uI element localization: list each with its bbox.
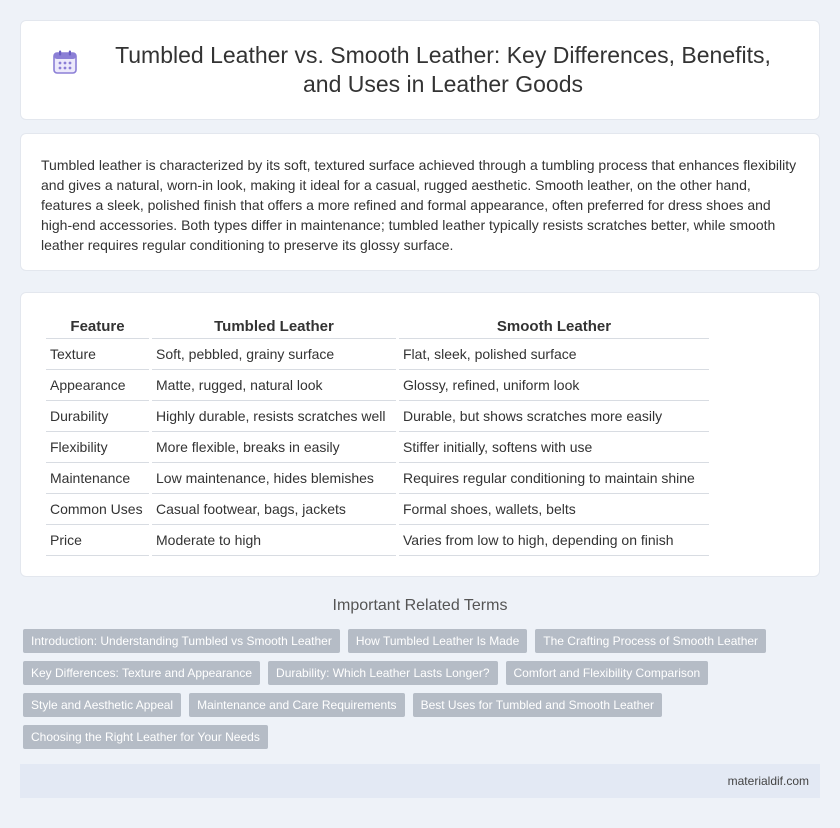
table-cell: Matte, rugged, natural look: [152, 370, 396, 401]
table-cell: Low maintenance, hides blemishes: [152, 463, 396, 494]
table-cell: Durability: [46, 401, 149, 432]
table-cell: Stiffer initially, softens with use: [399, 432, 709, 463]
footer: [20, 764, 820, 798]
table-cell: Texture: [46, 339, 149, 370]
related-term-tag[interactable]: Comfort and Flexibility Comparison: [506, 661, 709, 685]
related-term-tag[interactable]: Durability: Which Leather Lasts Longer?: [268, 661, 497, 685]
table-cell: Flat, sleek, polished surface: [399, 339, 709, 370]
comparison-table: [43, 314, 712, 556]
table-row: [46, 432, 709, 463]
table-cell: Flexibility: [46, 432, 149, 463]
column-header-smooth: Smooth Leather: [399, 314, 709, 339]
table-cell: Glossy, refined, uniform look: [399, 370, 709, 401]
intro-paragraph: Tumbled leather is characterized by its soft, textured surface achieved through a tumbling process that enhances flexibility and gives a natural, worn-in look, making it ideal for a casual, rugged aesthetic. Smooth leather, on the other hand, features a sleek, polished finish that offers a more refined and formal appearance, often preferred for dress shoes and high-end accessories. Both types differ in maintenance; tumbled leather typically resists scratches better, while smooth leather requires regular conditioning to preserve its glossy surface.: [41, 157, 797, 253]
table-row: [46, 370, 709, 401]
related-term-tag[interactable]: Maintenance and Care Requirements: [189, 693, 404, 717]
table-row: [46, 525, 709, 556]
related-term-tag[interactable]: Introduction: Understanding Tumbled vs Smooth Leather: [23, 629, 340, 653]
table-cell: Formal shoes, wallets, belts: [399, 494, 709, 525]
related-term-tag[interactable]: How Tumbled Leather Is Made: [348, 629, 527, 653]
related-term-tag[interactable]: The Crafting Process of Smooth Leather: [535, 629, 766, 653]
table-cell: More flexible, breaks in easily: [152, 432, 396, 463]
related-terms-tags: [23, 629, 783, 749]
page-title: Tumbled Leather vs. Smooth Leather: Key Differences, Benefits, and Uses in Leather Goods: [115, 42, 771, 97]
related-term-tag[interactable]: Key Differences: Texture and Appearance: [23, 661, 260, 685]
table-cell: Maintenance: [46, 463, 149, 494]
table-cell: Casual footwear, bags, jackets: [152, 494, 396, 525]
intro-card: [20, 133, 820, 271]
related-term-tag[interactable]: Best Uses for Tumbled and Smooth Leather: [413, 693, 662, 717]
related-term-tag[interactable]: Choosing the Right Leather for Your Needs: [23, 725, 268, 749]
related-term-tag[interactable]: Style and Aesthetic Appeal: [23, 693, 181, 717]
footer-site-link[interactable]: materialdif.com: [727, 774, 809, 788]
table-row: [46, 463, 709, 494]
title-wrap: [40, 41, 800, 99]
header-card: [20, 20, 820, 120]
calendar-icon: [52, 49, 78, 75]
table-cell: Requires regular conditioning to maintain shine: [399, 463, 709, 494]
table-cell: Moderate to high: [152, 525, 396, 556]
table-cell: Varies from low to high, depending on finish: [399, 525, 709, 556]
table-cell: Soft, pebbled, grainy surface: [152, 339, 396, 370]
table-cell: Durable, but shows scratches more easily: [399, 401, 709, 432]
table-cell: Appearance: [46, 370, 149, 401]
table-cell: Common Uses: [46, 494, 149, 525]
table-cell: Price: [46, 525, 149, 556]
related-terms-heading: Important Related Terms: [332, 597, 508, 614]
table-header-row: [46, 314, 709, 339]
column-header-tumbled: Tumbled Leather: [152, 314, 396, 339]
table-cell: Highly durable, resists scratches well: [152, 401, 396, 432]
column-header-feature: Feature: [46, 314, 149, 339]
comparison-table-card: [20, 292, 820, 577]
table-row: [46, 401, 709, 432]
table-row: [46, 339, 709, 370]
table-row: [46, 494, 709, 525]
